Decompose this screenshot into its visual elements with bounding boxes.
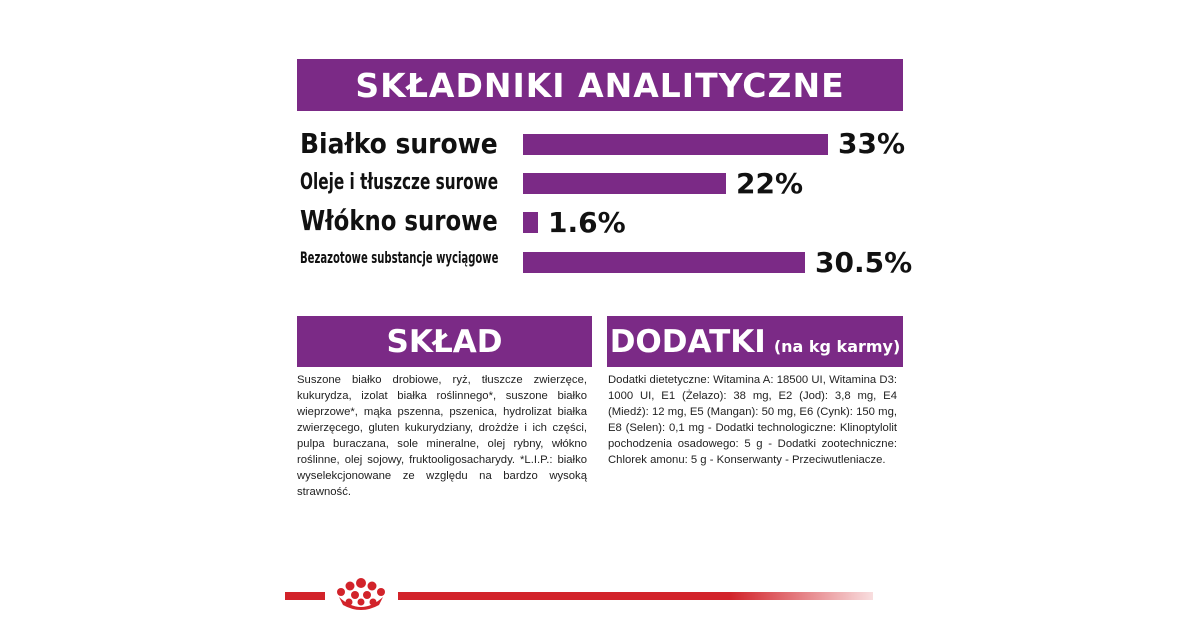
crown-icon [329,575,393,613]
additives-title [607,316,903,367]
row-label-protein: Białko surowe [300,127,498,160]
value-nfe: 30.5% [815,246,913,279]
analytical-title: SKŁADNIKI ANALITYCZNE [297,59,903,111]
additives-subtitle: (na kg karmy) [773,337,901,356]
bar-protein [523,134,828,155]
value-fat: 22% [736,167,804,200]
bar-fat [523,173,726,194]
additives-title-main: DODATKI [609,323,766,360]
row-label-nfe: Bezazotowe substancje wyciągowe [300,248,499,267]
footer-line-right [398,592,873,600]
composition-text: Suszone białko drobiowe, ryż, tłuszcze zwierzęce, kukurydza, izolat białka roślinnego*, suszone białko wieprzowe*, mąka pszenna, pszenica, hydrolizat białka zwierzęcego, gluten kukurydziany, drożdże i ich części, pulpa buraczana, sole mineralne, olej rybny, włókno roślinne, olej sojowy, fruktooligosacharydy. *L.I.P.: białko wyselekcjonowane ze względu na bardzo wysoką strawność. [297,374,587,498]
row-label-fat: Oleje i tłuszcze surowe [300,170,499,195]
additives-text: Dodatki dietetyczne: Witamina A: 18500 UI, Witamina D3: 1000 UI, E1 (Żelazo): 38 mg, E2 (Jod): 3,8 mg, E4 (Miedź): 12 mg, E5 (Mangan): 50 mg, E6 (Cynk): 150 mg, E8 (Selen): 0,1 mg - Dodatki technologiczne: Klinoptylolit pochodzenia osadowego: 5 g - Dodatki zootechniczne: Chlorek amonu: 5 g - Konserwanty - Przeciwutleniacze. [608,374,897,466]
value-protein: 33% [838,127,906,160]
footer-line-left [285,592,325,600]
bar-nfe [523,252,805,273]
bar-fibre [523,212,538,233]
composition-title: SKŁAD [297,316,592,367]
value-fibre: 1.6% [548,206,626,239]
row-label-fibre: Włókno surowe [300,204,498,237]
